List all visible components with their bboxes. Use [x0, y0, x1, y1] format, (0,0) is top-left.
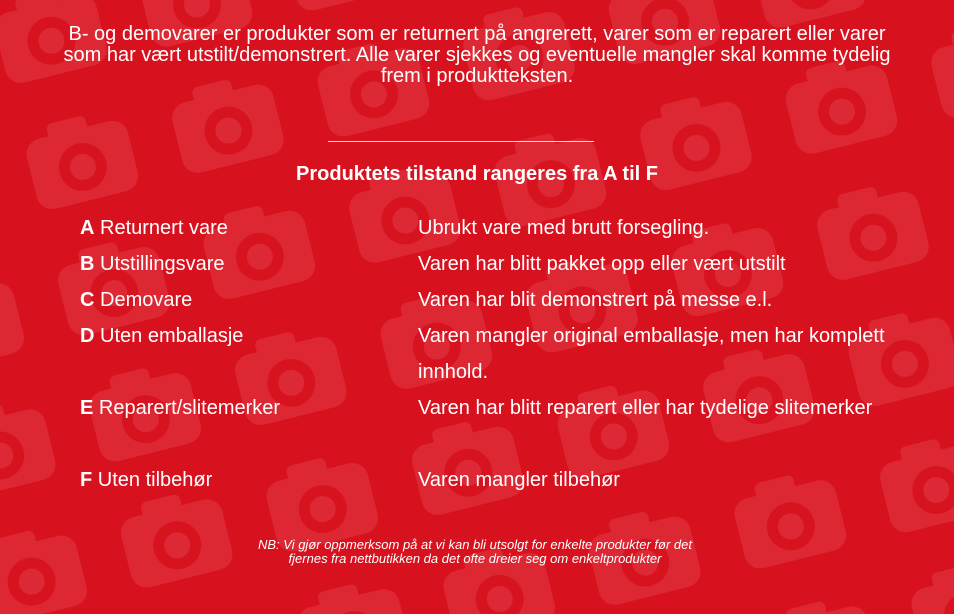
- grade-description: Varen har blitt pakket opp eller vært utstilt: [418, 253, 786, 275]
- grade-letter: D: [80, 325, 95, 347]
- grade-description: Varen mangler original emballasje, men har komplett innhold.: [418, 325, 885, 383]
- availability-note: NB: Vi gjør oppmerksom på at vi kan bli utsolgt for enkelte produkter før det fjernes fra nettbutikken da det ofte dreier seg om enkeltprodukter: [257, 537, 692, 566]
- grade-name: Utstillingsvare: [100, 253, 225, 275]
- grade-name: Demovare: [100, 289, 193, 311]
- grade-name: Reparert/slitemerker: [98, 397, 281, 419]
- intro-text: B- og demovarer er produkter som er returnert på angrerett, varer som er reparert eller varer som har vært utstilt/demonstrert. Alle varer sjekkes og eventuelle mangler skal komme tydelig frem i produktteksten.: [63, 23, 891, 87]
- grade-name: Uten emballasje: [100, 325, 244, 347]
- grade-label: [80, 462, 212, 498]
- grade-label: [80, 282, 192, 318]
- grading-heading: Produktets tilstand rangeres fra A til F: [296, 163, 658, 185]
- grade-description: Varen mangler tilbehør: [418, 469, 620, 491]
- grade-name: Returnert vare: [100, 217, 228, 239]
- grade-letter: B: [80, 253, 95, 275]
- grade-label: [80, 390, 280, 426]
- grade-description: Varen har blitt reparert eller har tydelige slitemerker: [418, 397, 873, 419]
- grade-name: Uten tilbehør: [97, 469, 213, 491]
- grade-description: Varen har blit demonstrert på messe e.l.: [418, 289, 773, 311]
- grade-letter: E: [80, 397, 94, 419]
- grade-letter: F: [80, 469, 93, 491]
- grade-label: [80, 246, 225, 282]
- divider: [328, 141, 594, 142]
- grade-description: Ubrukt vare med brutt forsegling.: [418, 217, 710, 239]
- grade-letter: C: [80, 289, 95, 311]
- grade-label: [80, 210, 228, 246]
- grade-letter: A: [80, 217, 95, 239]
- grade-label: [80, 318, 243, 354]
